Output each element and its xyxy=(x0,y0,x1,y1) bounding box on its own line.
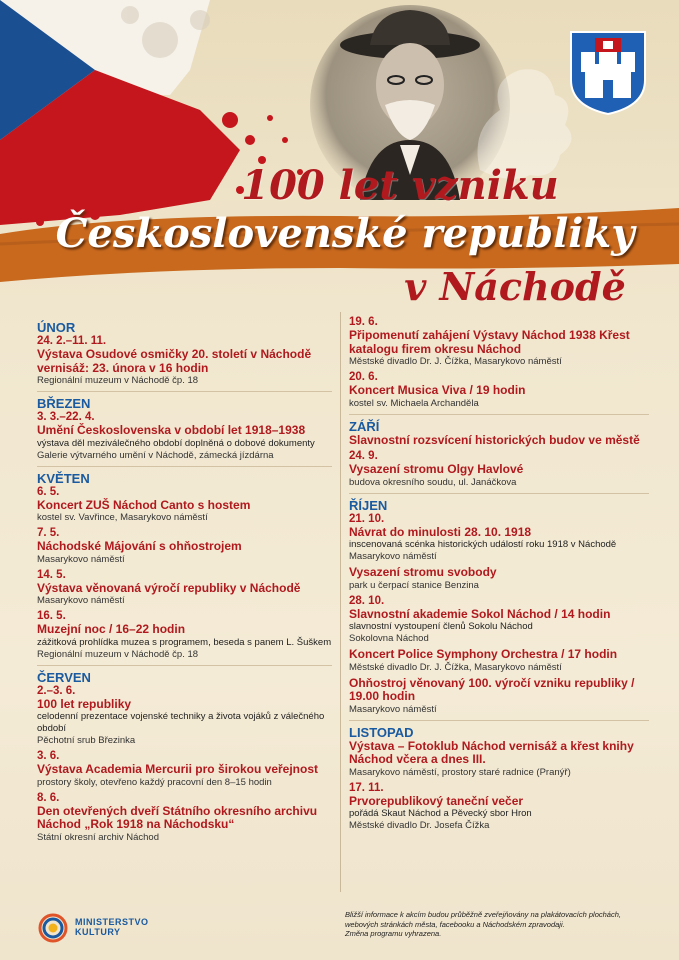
event-date: 24. 2.–11. 11. xyxy=(37,335,107,347)
event-title: Připomenutí zahájení Výstavy Náchod 1938 Křest katalogu firem okresu Náchod xyxy=(349,328,630,356)
event-title: Muzejní noc / 16–22 hodin xyxy=(37,622,186,636)
nachod-coat-of-arms xyxy=(569,30,647,116)
event-date: 24. 9. xyxy=(349,450,378,462)
event-venue: Regionální muzeum v Náchodě čp. 18 xyxy=(37,375,199,386)
event-date: 20. 6. xyxy=(349,371,378,383)
ministry-line1: MINISTERSTVO xyxy=(75,917,149,927)
event-title: Ohňostroj věnovaný 100. výročí vzniku republiky / 19.00 hodin xyxy=(349,675,635,703)
event-title: Slavnostní akademie Sokol Náchod / 14 hodin xyxy=(349,606,611,621)
event-title: Koncert Musica Viva / 19 hodin xyxy=(349,383,526,397)
event-title: Vysazení stromu Olgy Havlové xyxy=(349,462,524,476)
event-venue: Městské divadlo Dr. J. Čížka, Masarykovo náměstí xyxy=(349,661,562,673)
left-column xyxy=(37,316,332,847)
event-item xyxy=(349,740,649,779)
event-date: 7. 5. xyxy=(37,527,60,539)
section-separator xyxy=(37,466,332,467)
event-date: 21. 10. xyxy=(349,512,385,525)
event-date: 3. 6. xyxy=(37,750,60,762)
event-item xyxy=(37,527,332,566)
event-venue: Městské divadlo Dr. Josefa Čížka xyxy=(349,820,490,831)
footer-line: Bližší informace k akcím budou průběžně zveřejňovány na plakátovacích plochách, xyxy=(345,910,621,919)
month-heading: LISTOPAD xyxy=(349,724,414,740)
month-heading: ÚNOR xyxy=(37,320,76,335)
footer-line: Změna programu vyhrazena. xyxy=(345,929,442,938)
event-venue: Masarykovo náměstí xyxy=(37,553,125,565)
event-title: Náchodské Májování s ohňostrojem xyxy=(37,539,242,553)
event-venue: Masarykovo náměstí xyxy=(349,703,437,715)
event-date: 3. 3.–22. 4. xyxy=(37,411,95,423)
event-item xyxy=(349,782,649,833)
event-item xyxy=(37,569,332,608)
ministry-text xyxy=(75,917,149,937)
event-venue: kostel sv. Michaela Archanděla xyxy=(349,397,479,409)
event-item xyxy=(349,371,649,410)
event-date: 19. 6. xyxy=(349,316,378,328)
month-heading: BŘEZEN xyxy=(37,396,91,411)
event-item xyxy=(349,677,649,716)
event-title: Umění Československa v období let 1918–1938 xyxy=(37,423,306,437)
event-venue: Masarykovo náměstí, prostory staré radnice (Pranýř) xyxy=(349,766,571,778)
event-item xyxy=(349,450,649,489)
section-separator xyxy=(349,414,649,415)
event-date: 8. 6. xyxy=(37,791,60,804)
event-title: Výstava – Fotoklub Náchod vernisáž a křest knihy Náchod včera a dnes III. xyxy=(349,738,634,766)
month-heading: ČERVEN xyxy=(37,669,91,685)
event-venue: Regionální muzeum v Náchodě čp. 18 xyxy=(37,648,199,660)
event-title: Výstava Academia Mercurii pro širokou veřejnost xyxy=(37,762,318,776)
event-item xyxy=(349,316,649,368)
footer-line: webových stránkách města, facebooku a Náchodském zpravodaji. xyxy=(345,919,565,929)
event-title: Den otevřených dveří Státního okresního archivu Náchod „Rok 1918 na Náchodsku“ xyxy=(37,803,318,831)
event-venue: Pěchotní srub Březinka xyxy=(37,735,136,746)
event-venue: Městské divadlo Dr. J. Čížka, Masarykovo náměstí xyxy=(349,356,562,367)
event-venue: prostory školy, otevřeno každý pracovní den 8–15 hodin xyxy=(37,776,272,788)
event-item xyxy=(349,595,649,646)
event-title: Koncert ZUŠ Náchod Canto s hostem xyxy=(37,497,251,512)
ministry-line2: KULTURY xyxy=(75,927,121,937)
right-column xyxy=(349,316,649,835)
event-title: Výstava Osudové osmičky 20. století v Náchodě vernisáž: 23. února v 16 hodin xyxy=(37,347,312,375)
event-title: Koncert Police Symphony Orchestra / 17 hodin xyxy=(349,647,618,661)
event-item xyxy=(349,566,649,592)
event-title: Výstava věnovaná výročí republiky v Náchodě xyxy=(37,580,301,595)
event-description: pořádá Skaut Náchod a Pěvecký sbor Hron xyxy=(349,808,532,819)
event-item xyxy=(349,648,649,674)
month-heading: ŘÍJEN xyxy=(349,497,388,513)
footer-note xyxy=(345,910,655,939)
event-venue: kostel sv. Vavřince, Masarykovo náměstí xyxy=(37,512,208,523)
event-item xyxy=(37,750,332,789)
event-title: Návrat do minulosti 28. 10. 1918 xyxy=(349,524,532,539)
event-date: 16. 5. xyxy=(37,610,66,622)
event-description: výstava děl meziválečného období doplněná o dobové dokumenty xyxy=(37,437,315,449)
section-separator xyxy=(37,391,332,392)
event-item xyxy=(37,486,332,525)
event-venue: park u čerpací stanice Benzina xyxy=(349,579,479,591)
event-venue: budova okresního soudu, ul. Janáčkova xyxy=(349,476,517,488)
event-item xyxy=(37,685,332,748)
event-item xyxy=(37,792,332,844)
event-item xyxy=(349,434,649,448)
event-date: 6. 5. xyxy=(37,485,60,498)
month-heading: ZÁŘÍ xyxy=(349,418,380,434)
event-title: Prvorepublikový taneční večer xyxy=(349,793,524,808)
event-date: 28. 10. xyxy=(349,594,385,607)
event-title: Vysazení stromu svobody xyxy=(349,565,497,579)
column-divider xyxy=(340,312,341,892)
event-venue: Státní okresní archiv Náchod xyxy=(37,831,159,843)
event-venue: Galerie výtvarného umění v Náchodě, zámecká jízdárna xyxy=(37,449,274,461)
month-heading: KVĚTEN xyxy=(37,470,90,486)
event-item xyxy=(37,610,332,661)
event-description: inscenovaná scénka historických událostí roku 1918 v Náchodě xyxy=(349,539,617,550)
title-100-let-vzniku: 100 let vzniku xyxy=(241,162,559,209)
section-separator xyxy=(349,720,649,721)
event-venue: Masarykovo náměstí xyxy=(37,595,125,606)
event-description: celodenní prezentace vojenské techniky a života vojáků z válečného období xyxy=(37,711,325,734)
event-title: Slavnostní rozsvícení historických budov ve městě xyxy=(349,432,640,447)
title-v-nachode: v Náchodě xyxy=(404,264,626,309)
event-item xyxy=(349,513,649,564)
event-venue: Sokolovna Náchod xyxy=(349,633,429,644)
event-title: 100 let republiky xyxy=(37,696,132,711)
event-item xyxy=(37,411,332,462)
event-date: 14. 5. xyxy=(37,568,66,581)
event-venue: Masarykovo náměstí xyxy=(349,551,437,562)
section-separator xyxy=(37,665,332,666)
section-separator xyxy=(349,493,649,494)
event-description: zážitková prohlídka muzea s programem, beseda s panem L. Šuškem xyxy=(37,636,332,648)
event-date: 17. 11. xyxy=(349,781,384,794)
event-item xyxy=(37,335,332,387)
event-date: 2.–3. 6. xyxy=(37,684,76,697)
title-ceskoslovenske-republiky: Československé republiky xyxy=(55,210,635,257)
event-description: slavnostní vystoupení členů Sokolu Náchod xyxy=(349,621,533,632)
